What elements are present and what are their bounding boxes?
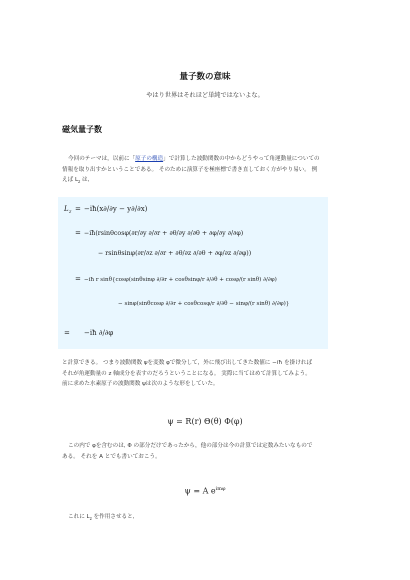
phi-equation [0,486,410,496]
explanation-paragraph [62,358,352,390]
intro-text-b: 」で計算した波動関数の中からどうやって角運動量についての [163,156,320,162]
intro-lz-prefix: えば L [62,177,79,183]
math-line-4: −iħ r sinθ{cosφ(sinθsinφ ∂/∂r + cosθsinφ/r ∂/∂θ + cosφ/(r sinθ) ∂/∂φ) [84,277,277,283]
lz-derivation-box [58,197,328,349]
atom-structure-link[interactable]: 原子の構造 [135,156,164,162]
lz-lhs-sub: z [69,210,72,215]
lz-equals-4: = [64,329,70,337]
apply-line [62,512,352,525]
math-line-3: − rsinθsinφ(∂r/∂z ∂/∂r + ∂θ/∂z ∂/∂θ + ∂φ/∂z ∂/∂φ)) [98,250,252,257]
phi-line-2: ある。 それを A とでも書いておこう。 [62,453,161,460]
wavefunction-equation: ψ = R(r) Θ(θ) Φ(φ) [167,417,243,426]
intro-lz-suffix: は, [80,177,90,183]
math-line-5: − sinφ(sinθcosφ ∂/∂r + cosθcosφ/r ∂/∂θ − sinφ/(r sinθ) ∂/∂φ)} [118,301,290,307]
intro-line-2: 情報を取り出すかということである。 そのために演算子を極座標で書き直しておく方がやり易い。 例 [62,166,318,173]
lz-equals-3: = [75,275,81,283]
lz-equals-2: = [75,229,81,237]
section-heading: 磁気量子数 [62,125,102,134]
intro-lz-sub: z [78,179,81,185]
math-line-6: −iħ ∂/∂φ [84,329,114,337]
apply-sub: z [89,516,92,522]
phi-equation-exponent: imφ [215,486,226,492]
lz-equals-1: = [75,205,81,213]
phi-equation-base: ψ = A e [184,486,216,496]
intro-line-1 [62,154,352,165]
apply-prefix: これに L [68,514,90,520]
lz-derivation-svg [58,197,328,349]
intro-paragraph [62,154,352,188]
phi-line-1: この内で φを含むのは, Φ の部分だけであったから，他の部分は今の計算では定数みたいなもので [68,443,313,449]
explanation-line-2: それが角運動量の z 軸成分を表すのだろうということになる。 実際に当てはめて計算してみよう。 [62,370,311,377]
apply-paragraph [62,512,352,525]
lz-lhs: L [64,205,69,213]
phi-paragraph [62,441,352,462]
explanation-line-3: 前に求めた水素原子の波動関数 ψは次のような形をしていた。 [62,381,219,387]
intro-text-a: 今回のテーマは，以前に「 [68,156,136,162]
page-title: 量子数の意味 [179,72,231,82]
intro-line-3 [62,175,352,188]
page-subtitle: やはり世界はそれほど単純ではないよな。 [146,92,264,99]
apply-suffix: を作用させると, [91,514,135,520]
math-line-1: −iħ(x∂/∂y − y∂/∂x) [84,205,148,213]
explanation-line-1: と計算できる。 つまり波動関数 ψを変数 φで微分して，外に飛び出してきた数値に −iħ を掛ければ [62,360,313,366]
math-line-2: −iħ(rsinθcosφ(∂r/∂y ∂/∂r + ∂θ/∂y ∂/∂θ + ∂φ/∂y ∂/∂φ) [84,230,244,237]
